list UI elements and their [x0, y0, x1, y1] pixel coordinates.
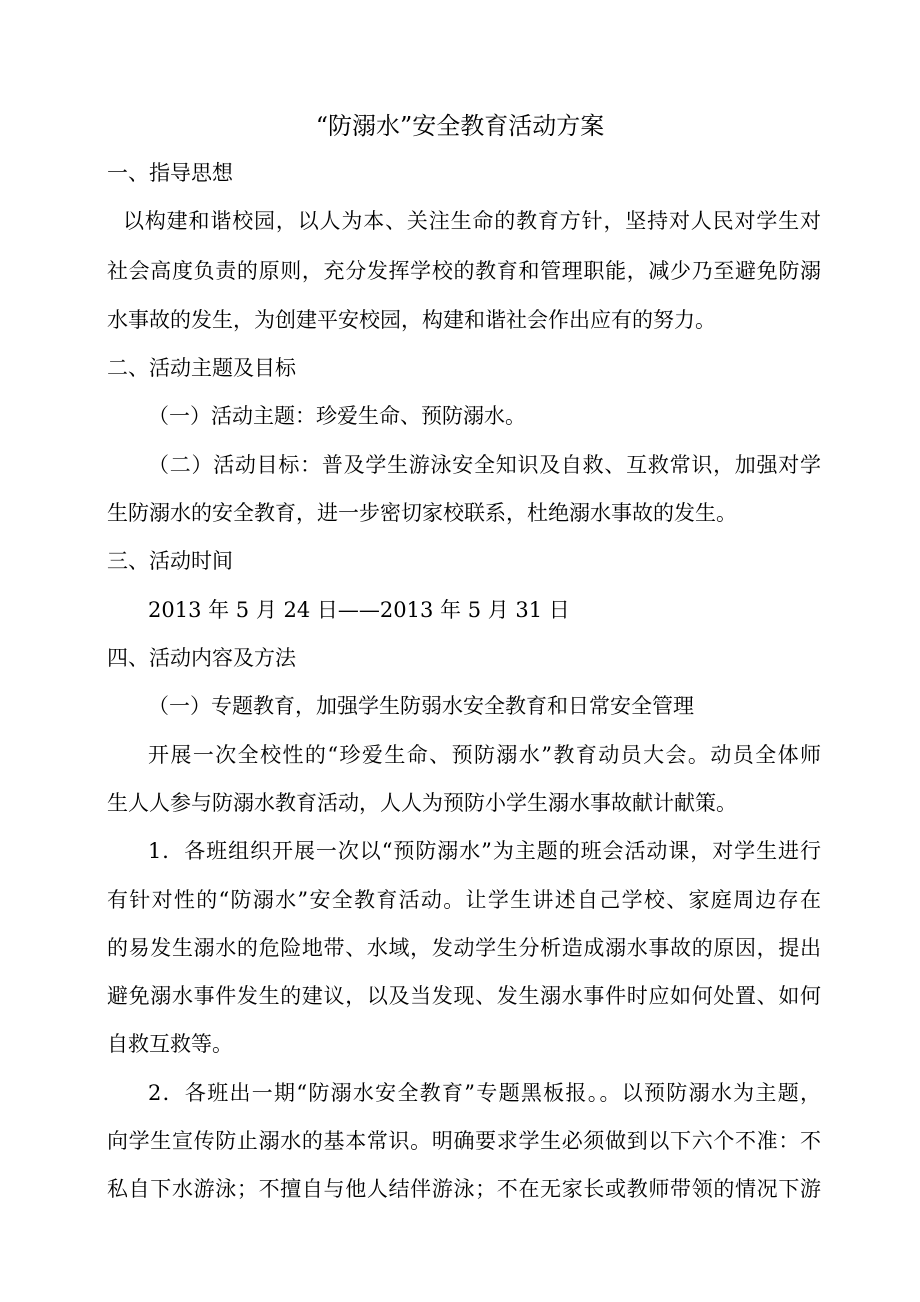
paragraph-line: （二）活动目标：普及学生游泳安全知识及自救、互救常识，加强对学	[148, 453, 821, 477]
paragraph-line: 以构建和谐校园，以人为本、关注生命的教育方针，坚持对人民对学生对	[123, 209, 821, 233]
paragraph-line: 开展一次全校性的“珍爱生命、预防溺水”教育动员大会。动员全体师	[148, 743, 821, 767]
paragraph-line: 1．各班组织开展一次以“预防溺水”为主题的班会活动课，对学生进行	[148, 839, 821, 863]
document-title: “防溺水”安全教育活动方案	[315, 112, 605, 140]
paragraph-line: 2．各班出一期“防溺水安全教育”专题黑板报。。以预防溺水为主题，	[148, 1081, 821, 1105]
paragraph-line: 生防溺水的安全教育，进一步密切家校联系，杜绝溺水事故的发生。	[107, 501, 737, 525]
activity-date-range: 2013 年 5 月 24 日——2013 年 5 月 31 日	[148, 598, 570, 622]
paragraph-line: 有针对性的“防溺水”安全教育活动。让学生讲述自己学校、家庭周边存在	[107, 888, 821, 912]
subsection-heading: （一）专题教育，加强学生防弱水安全教育和日常安全管理	[148, 694, 694, 718]
paragraph-line: 的易发生溺水的危险地带、水域，发动学生分析造成溺水事故的原因，提出	[107, 936, 821, 960]
section-heading-content-methods: 四、活动内容及方法	[107, 646, 296, 670]
section-heading-theme-goals: 二、活动主题及目标	[107, 356, 296, 380]
section-heading-time: 三、活动时间	[107, 549, 233, 573]
paragraph-line: 水事故的发生，为创建平安校园，构建和谐社会作出应有的努力。	[107, 308, 716, 332]
paragraph-line: 避免溺水事件发生的建议，以及当发现、发生溺水事件时应如何处置、如何	[107, 984, 821, 1008]
paragraph-line: 社会高度负责的原则，充分发挥学校的教育和管理职能，减少乃至避免防溺	[107, 259, 821, 283]
paragraph-line: （一）活动主题：珍爱生命、预防溺水。	[148, 404, 526, 428]
section-heading-guiding-thought: 一、指导思想	[107, 161, 233, 185]
paragraph-line: 私自下水游泳；不擅自与他人结伴游泳；不在无家长或教师带领的情况下游	[107, 1177, 821, 1201]
paragraph-line: 向学生宣传防止溺水的基本常识。明确要求学生必须做到以下六个不准：不	[107, 1129, 821, 1153]
paragraph-line: 自救互救等。	[107, 1032, 233, 1056]
paragraph-line: 生人人参与防溺水教育活动，人人为预防小学生溺水事故献计献策。	[107, 791, 737, 815]
